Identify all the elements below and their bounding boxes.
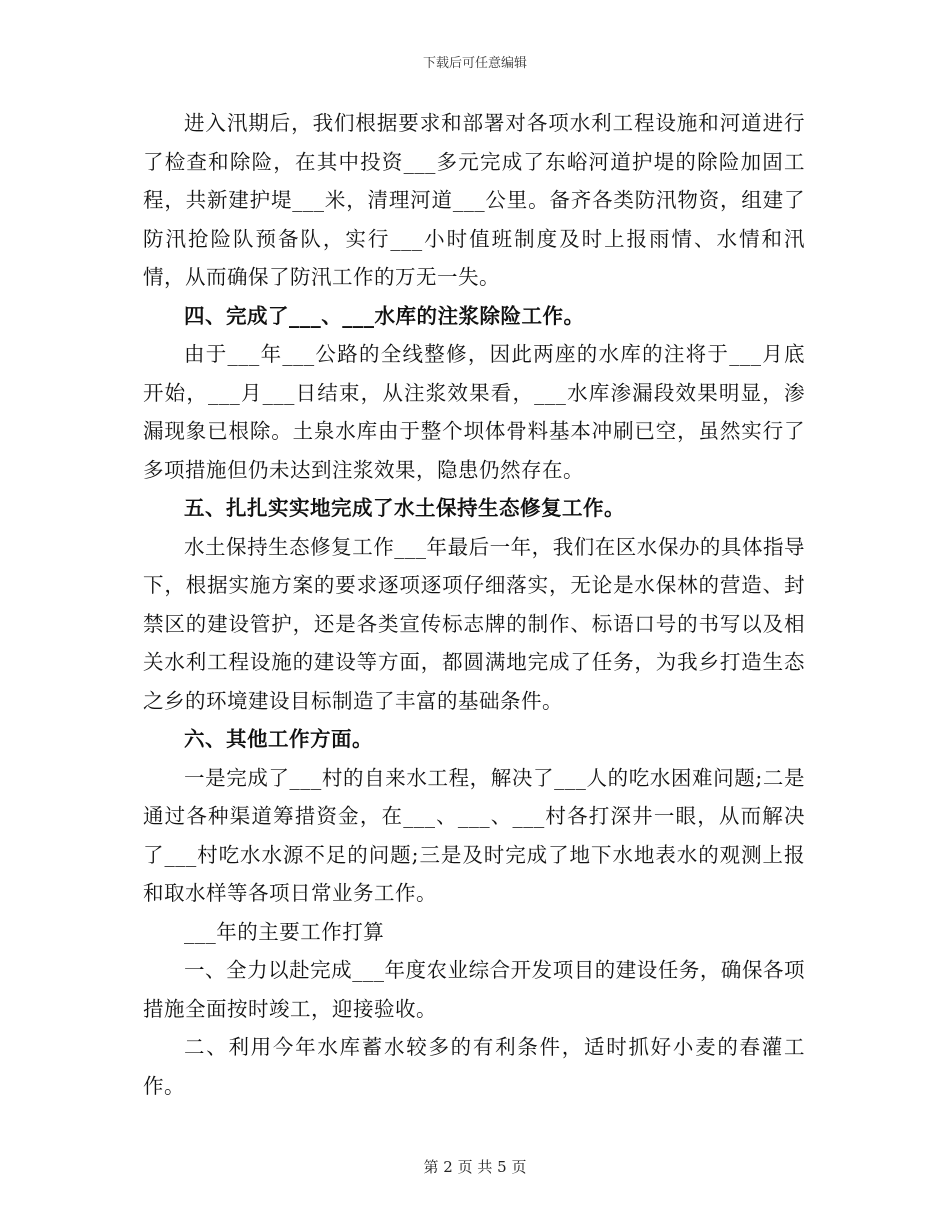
paragraph-other-work: 一是完成了___村的自来水工程，解决了___人的吃水困难问题;二是通过各种渠道筹措资金，在___、___、___村各打深井一眼，从而解决了___村吃水水源不足的问题;三是及时完成了地下水地表水的观测上报和取水样等各项日常业务工作。 bbox=[143, 765, 805, 905]
heading-section-five: 五、扎扎实实地完成了水土保持生态修复工作。 bbox=[184, 496, 625, 520]
heading-section-four: 四、完成了___、___水库的注浆除险工作。 bbox=[184, 303, 585, 328]
document-body bbox=[143, 104, 805, 1105]
paragraph-soil-conservation: 水土保持生态修复工作___年最后一年，我们在区水保办的具体指导下，根据实施方案的要求逐项逐项仔细落实，无论是水保林的营造、封禁区的建设管护，还是各类宣传标志牌的制作、标语口号的书写以及相关水利工程设施的建设等方面，都圆满地完成了任务，为我乡打造生态之乡的环境建设目标制造了丰富的基础条件。 bbox=[143, 534, 805, 713]
page-header: 下载后可任意编辑 bbox=[422, 56, 527, 71]
plan-item-two: 二、利用今年水库蓄水较多的有利条件，适时抓好小麦的春灌工作。 bbox=[143, 1035, 805, 1098]
page-footer: 第 2 页 共 5 页 bbox=[423, 1158, 527, 1176]
paragraph-flood-season: 进入汛期后，我们根据要求和部署对各项水利工程设施和河道进行了检查和除险，在其中投资___多元完成了东峪河道护堤的除险加固工程，共新建护堤___米，清理河道___公里。备齐各类防汛物资，组建了防汛抢险队预备队，实行___小时值班制度及时上报雨情、水情和汛情，从而确保了防汛工作的万无一失。 bbox=[143, 111, 805, 289]
plan-item-one: 一、全力以赴完成___年度农业综合开发项目的建设任务，确保各项措施全面按时竣工，迎接验收。 bbox=[143, 958, 805, 1021]
heading-section-six: 六、其他工作方面。 bbox=[184, 727, 373, 751]
paragraph-grouting: 由于___年___公路的全线整修，因此两座的水库的注将于___月底开始，___月___日结束，从注浆效果看，___水库渗漏段效果明显，渗漏现象已根除。土泉水库由于整个坝体骨料基本冲刷已空，虽然实行了多项措施但仍未达到注浆效果，隐患仍然存在。 bbox=[143, 342, 805, 482]
plan-title: ___年的主要工作打算 bbox=[184, 919, 385, 944]
